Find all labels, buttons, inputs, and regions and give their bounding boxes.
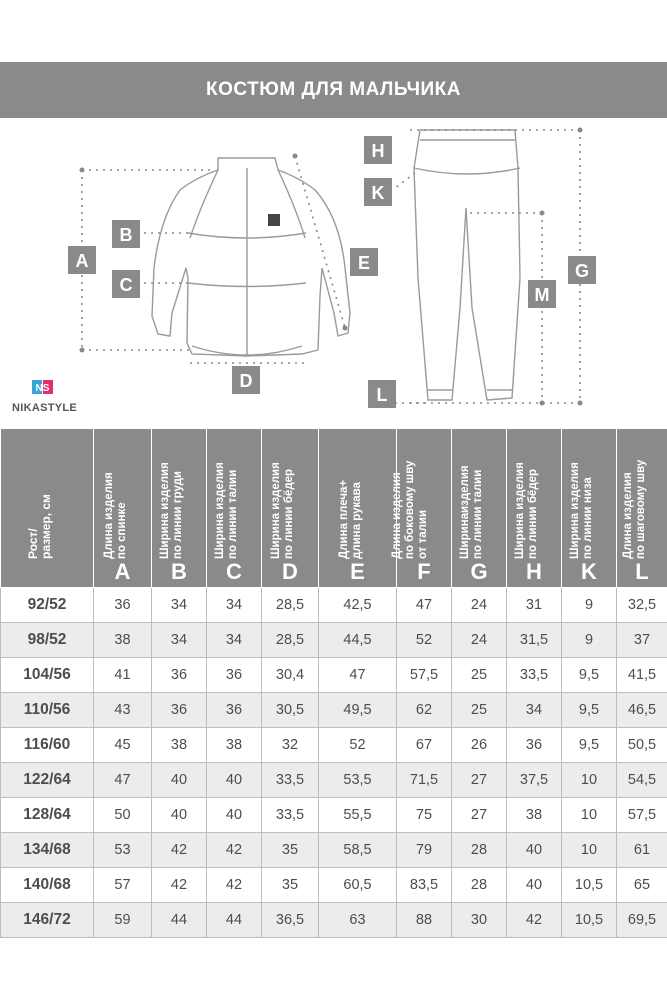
value-cell: 36 [94,588,152,623]
value-cell: 24 [452,623,507,658]
value-cell: 24 [452,588,507,623]
table-row [1,623,667,658]
trousers-hip-line [414,168,520,174]
value-cell: 26 [452,728,507,763]
header-letter: F [417,559,431,584]
header-letter: L [635,559,649,584]
value-cell: 28 [452,833,507,868]
table-row [1,903,667,938]
diagram-label-a: A [75,251,89,271]
header-desc: Ширина изделия по линии бёдер [270,462,295,559]
value-cell: 50 [94,798,152,833]
size-cell: 134/68 [1,833,94,868]
value-cell: 25 [452,693,507,728]
value-cell: 31 [507,588,562,623]
header-desc: Ширина изделия по линии бёдер [514,462,539,559]
table-row [1,693,667,728]
header-col-f [391,429,452,588]
header-col-g [452,429,507,588]
header-letter: G [470,559,488,584]
header-desc: Длина изделия по шаговому шву [622,459,647,559]
value-cell: 30 [452,903,507,938]
header-desc: Длина плеча+ длина рукава [337,479,363,559]
value-cell: 41,5 [617,658,667,693]
value-cell: 58,5 [319,833,397,868]
size-table [0,428,667,938]
table-row [1,798,667,833]
value-cell: 35 [262,833,319,868]
diagram-label-e: E [357,253,371,273]
value-cell: 65 [617,868,667,903]
value-cell: 31,5 [507,623,562,658]
value-cell: 37 [617,623,667,658]
header-col-h [507,429,562,588]
value-cell: 34 [207,623,262,658]
value-cell: 32,5 [617,588,667,623]
header-desc: Ширинаизделия по линии талии [459,465,484,559]
value-cell: 36 [152,658,207,693]
brand-logo-text: NS [35,383,50,394]
diagram-label-c: C [119,275,133,295]
value-cell: 10 [562,833,617,868]
diagram-label-k: K [371,183,385,203]
value-cell: 44 [207,903,262,938]
value-cell: 47 [94,763,152,798]
table-body [1,588,667,938]
header-letter: A [114,559,131,584]
brand-logo-mark [32,380,53,394]
value-cell: 60,5 [319,868,397,903]
header-col-c [207,429,262,588]
value-cell: 37,5 [507,763,562,798]
value-cell: 27 [452,763,507,798]
header-letter: H [526,559,542,584]
value-cell: 40 [152,798,207,833]
value-cell: 42 [507,903,562,938]
value-cell: 44,5 [319,623,397,658]
value-cell: 34 [507,693,562,728]
value-cell: 42 [152,868,207,903]
header-col-e [319,429,397,588]
value-cell: 55,5 [319,798,397,833]
header-desc: Длина изделия по боковому шву от талии [391,460,429,559]
value-cell: 10 [562,763,617,798]
value-cell: 36 [207,658,262,693]
header-size-text: Рост/ размер, см [26,494,53,559]
header-col-l [617,429,667,588]
value-cell: 30,5 [262,693,319,728]
value-cell: 28,5 [262,588,319,623]
value-cell: 67 [397,728,452,763]
table-row [1,763,667,798]
table-row [1,833,667,868]
value-cell: 41 [94,658,152,693]
header-desc: Ширина изделия по линии талии [214,462,239,559]
header-letter: C [226,559,242,584]
value-cell: 83,5 [397,868,452,903]
size-cell: 110/56 [1,693,94,728]
value-cell: 75 [397,798,452,833]
value-cell: 32 [262,728,319,763]
size-cell: 140/68 [1,868,94,903]
value-cell: 10,5 [562,868,617,903]
diagram-label-m: M [534,285,550,305]
value-cell: 57,5 [397,658,452,693]
value-cell: 59 [94,903,152,938]
value-cell: 57 [94,868,152,903]
size-cell: 92/52 [1,588,94,623]
table-header-row [1,429,667,588]
diagram-label-g: G [574,261,590,281]
value-cell: 79 [397,833,452,868]
page-title: КОСТЮМ ДЛЯ МАЛЬЧИКА [206,79,461,100]
value-cell: 63 [319,903,397,938]
jacket-badge [268,214,280,226]
size-cell: 116/60 [1,728,94,763]
value-cell: 9 [562,588,617,623]
garment-diagram-svg [0,118,667,428]
value-cell: 27 [452,798,507,833]
value-cell: 30,4 [262,658,319,693]
value-cell: 40 [152,763,207,798]
value-cell: 54,5 [617,763,667,798]
value-cell: 40 [207,798,262,833]
value-cell: 52 [397,623,452,658]
value-cell: 33,5 [262,763,319,798]
size-cell: 146/72 [1,903,94,938]
value-cell: 38 [507,798,562,833]
value-cell: 25 [452,658,507,693]
header-desc: Длина изделия по спинке [102,472,128,559]
value-cell: 36 [152,693,207,728]
value-cell: 49,5 [319,693,397,728]
table-row [1,658,667,693]
value-cell: 34 [152,623,207,658]
value-cell: 36 [207,693,262,728]
value-cell: 40 [507,833,562,868]
value-cell: 42 [152,833,207,868]
header-col-d [262,429,319,588]
value-cell: 10 [562,798,617,833]
value-cell: 52 [319,728,397,763]
value-cell: 61 [617,833,667,868]
value-cell: 88 [397,903,452,938]
header-letter: K [581,559,597,584]
value-cell: 71,5 [397,763,452,798]
value-cell: 45 [94,728,152,763]
header-col-a [94,429,152,588]
value-cell: 33,5 [262,798,319,833]
header-letter: E [350,559,365,584]
value-cell: 47 [397,588,452,623]
value-cell: 50,5 [617,728,667,763]
diagram-label-l: L [376,385,388,405]
value-cell: 28,5 [262,623,319,658]
value-cell: 46,5 [617,693,667,728]
value-cell: 69,5 [617,903,667,938]
value-cell: 53,5 [319,763,397,798]
diagram-label-h: H [371,141,385,161]
value-cell: 9,5 [562,728,617,763]
value-cell: 42 [207,868,262,903]
garment-diagram [0,118,667,428]
value-cell: 38 [94,623,152,658]
size-cell: 128/64 [1,798,94,833]
value-cell: 36 [507,728,562,763]
value-cell: 9,5 [562,658,617,693]
value-cell: 40 [207,763,262,798]
diagram-label-d: D [239,371,253,391]
value-cell: 53 [94,833,152,868]
brand-name: NIKASTYLE [12,402,78,414]
value-cell: 35 [262,868,319,903]
value-cell: 9 [562,623,617,658]
table-row [1,728,667,763]
size-cell: 122/64 [1,763,94,798]
value-cell: 38 [207,728,262,763]
diagram-label-b: B [119,225,133,245]
diagram-label-badges [68,136,596,408]
header-desc: Ширина изделия по линии низа [569,462,594,559]
value-cell: 40 [507,868,562,903]
size-cell: 104/56 [1,658,94,693]
value-cell: 43 [94,693,152,728]
table-row [1,868,667,903]
value-cell: 33,5 [507,658,562,693]
value-cell: 42,5 [319,588,397,623]
header-size [1,429,94,588]
value-cell: 62 [397,693,452,728]
value-cell: 36,5 [262,903,319,938]
value-cell: 34 [207,588,262,623]
header-desc: Ширина изделия по линии груди [159,462,184,559]
value-cell: 44 [152,903,207,938]
value-cell: 10,5 [562,903,617,938]
value-cell: 42 [207,833,262,868]
value-cell: 38 [152,728,207,763]
title-bar [0,62,667,118]
value-cell: 47 [319,658,397,693]
jacket-outline [152,158,350,356]
header-letter: D [282,559,298,584]
size-cell: 98/52 [1,623,94,658]
value-cell: 28 [452,868,507,903]
value-cell: 9,5 [562,693,617,728]
header-letter: B [171,559,187,584]
header-col-b [152,429,207,588]
value-cell: 34 [152,588,207,623]
header-col-k [562,429,617,588]
table-row [1,588,667,623]
value-cell: 57,5 [617,798,667,833]
